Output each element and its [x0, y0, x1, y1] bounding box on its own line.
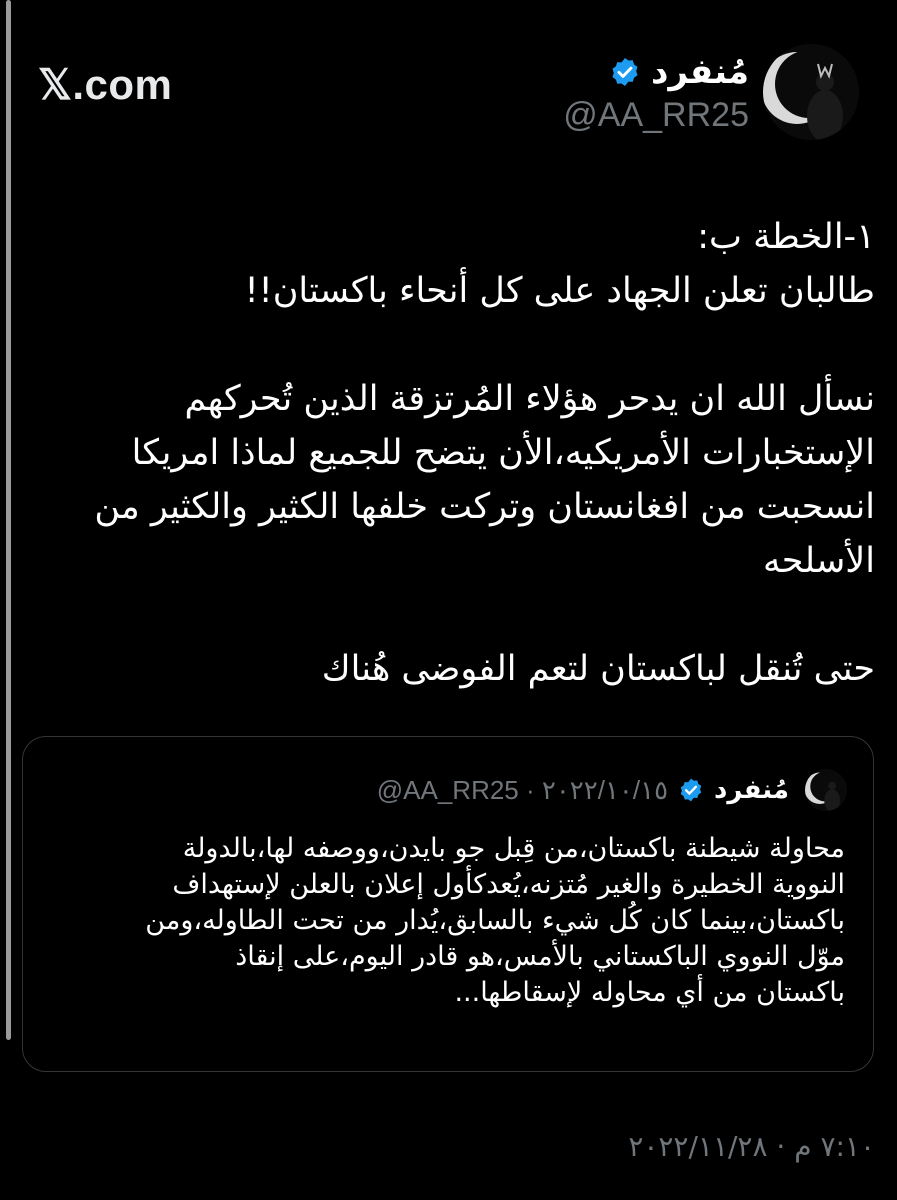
- tweet-line: نسأل الله ان يدحر هؤلاء المُرتزقة الذين تُحركهم: [184, 379, 875, 419]
- quoted-author-avatar[interactable]: [805, 769, 847, 811]
- author-display-name[interactable]: مُنفرد: [651, 52, 749, 92]
- tweet-timestamp[interactable]: ٧:١٠ م · ٢٠٢٢/١١/٢٨: [628, 1130, 875, 1163]
- quoted-author-name[interactable]: مُنفرد: [714, 775, 789, 805]
- avatar-image-icon: [763, 44, 859, 140]
- quoted-tweet-card[interactable]: [22, 736, 874, 1072]
- tweet-line: طالبان تعلن الجهاد على كل أنحاء باكستان!!: [244, 271, 875, 311]
- tweet-line: انسحبت من افغانستان وتركت خلفها الكثير والكثير من: [94, 487, 875, 527]
- tweet-line: الأسلحه: [763, 541, 875, 581]
- quoted-tweet-header: [377, 769, 847, 811]
- author-handle[interactable]: @AA_RR25: [563, 96, 749, 134]
- quoted-tweet-line: باكستان من أي محاوله لإسقاطها...: [454, 977, 845, 1008]
- tweet-line: حتى تُنقل لباكستان لتعم الفوضى هُناك: [321, 649, 875, 689]
- quoted-tweet-line: النووية الخطيرة والغير مُتزنه،يُعدكأول إعلان بالعلن لإستهداف: [172, 869, 845, 900]
- tweet-line: ١-الخطة ب:: [697, 217, 875, 257]
- paragraph-gap: [55, 318, 875, 372]
- tweet-line: الإستخبارات الأمريكيه،الأن يتضح للجميع لماذا امريكا: [131, 433, 875, 473]
- quoted-handle-and-date: @AA_RR25 · ٢٠٢٢/١٠/١٥: [376, 774, 669, 805]
- scrollbar[interactable]: [6, 0, 11, 1040]
- paragraph-gap: [55, 588, 875, 642]
- author-avatar[interactable]: [763, 44, 859, 140]
- quoted-tweet-line: موّل النووي الباكستاني بالأمس،هو قادر اليوم،على إنقاذ: [235, 941, 845, 972]
- verified-badge-icon: [678, 777, 704, 803]
- x-logo: 𝕏.com: [38, 61, 173, 108]
- quoted-tweet-text: [45, 831, 845, 1011]
- author-name-row[interactable]: [609, 52, 749, 92]
- verified-badge-icon: [609, 56, 641, 88]
- quoted-tweet-line: باكستان،بينما كان كُل شيء بالسابق،يُدار من تحت الطاوله،ومن: [145, 905, 845, 936]
- avatar-image-icon: [805, 769, 847, 811]
- tweet-text: [55, 210, 875, 696]
- quoted-tweet-line: محاولة شيطنة باكستان،من قِبل جو بايدن،ووصفه لها،بالدولة: [182, 833, 845, 864]
